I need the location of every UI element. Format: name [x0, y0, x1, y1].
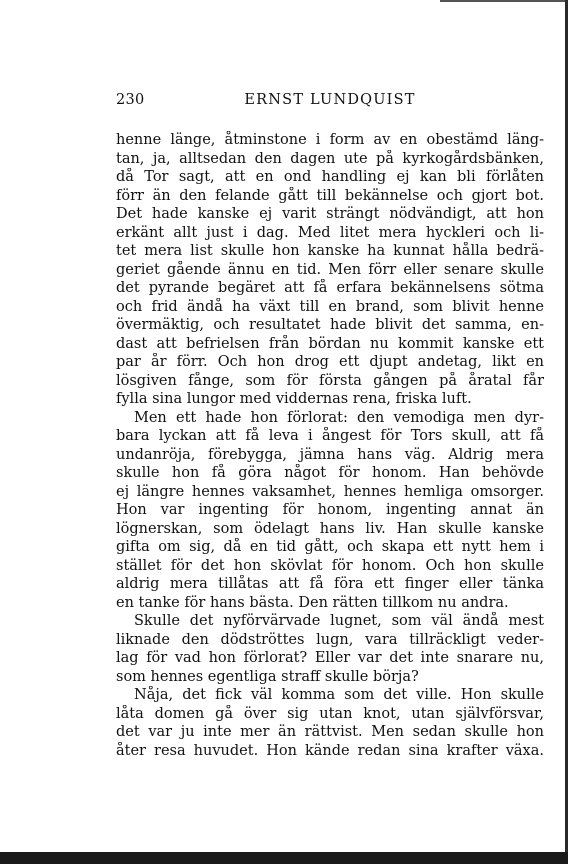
- text-line: erkänt allt just i dag. Med litet mera hyckleri och li-: [116, 224, 544, 241]
- text-line: Nåja, det fick väl komma som det ville. Hon skulle: [134, 687, 544, 703]
- text-line: och frid ändå ha växt till en brand, som blivit henne: [116, 298, 544, 315]
- text-line: förr än den felande gått till bekännelse och gjort bot.: [116, 187, 544, 204]
- text-line: tan, ja, alltsedan den dagen ute på kyrkogårdsbänken,: [116, 150, 544, 167]
- text-line: lösgiven fånge, som för första gången på åratal får: [116, 372, 544, 389]
- body-text: [116, 131, 544, 760]
- page-edge-bottom: [0, 852, 568, 864]
- text-line: skulle hon få göra något för honom. Han behövde: [116, 465, 544, 481]
- text-line: låta domen gå över sig utan knot, utan självförsvar,: [116, 705, 544, 722]
- text-line: Men ett hade hon förlorat: den vemodiga men dyr-: [134, 409, 544, 426]
- text-line: gifta om sig, då en tid gått, och skapa ett nytt hem i: [116, 539, 544, 555]
- text-line: aldrig mera tillåtas att få föra ett finger eller tänka: [116, 576, 544, 592]
- text-line: Skulle det nyförvärvade lugnet, som väl ändå mest: [134, 613, 544, 629]
- text-line: dast att befrielsen från bördan nu kommit kanske ett: [116, 335, 544, 352]
- text-line: då Tor sagt, att en ond handling ej kan bli förlåten: [116, 169, 544, 185]
- text-line: det var ju inte mer än rättvist. Men sedan skulle hon: [116, 724, 544, 740]
- text-line: undanröja, förebygga, jämna hans väg. Aldrig mera: [116, 446, 544, 463]
- text-line: geriet gående ännu en tid. Men förr eller senare skulle: [116, 261, 544, 278]
- text-line: åter resa huvudet. Hon kände redan sina krafter växa.: [116, 742, 544, 759]
- text-line: henne länge, åtminstone i form av en obestämd läng-: [116, 132, 544, 148]
- running-head: ERNST LUNDQUIST: [244, 92, 416, 108]
- text-line: ej längre hennes vaksamhet, hennes hemliga omsorger.: [116, 483, 544, 500]
- text-line: bara lyckan att få leva i ångest för Tors skull, att få: [116, 428, 544, 444]
- text-line: övermäktig, och resultatet hade blivit det samma, en-: [116, 317, 544, 333]
- page-header: [116, 92, 544, 112]
- text-line: Det hade kanske ej varit strängt nödvändigt, att hon: [116, 206, 544, 222]
- text-line: stället för det hon skövlat för honom. Och hon skulle: [116, 557, 544, 574]
- text-line: tet mera list skulle hon kanske ha kunnat hålla bedrä-: [116, 243, 544, 259]
- text-line: liknade den dödströttes lugn, vara tillräckligt veder-: [116, 631, 544, 648]
- text-line: som hennes egentliga straff skulle börja?: [116, 668, 419, 685]
- text-line: lögnerskan, som ödelagt hans liv. Han skulle kanske: [116, 520, 544, 537]
- page-edge-top: [440, 0, 568, 2]
- text-line: fylla sina lungor med viddernas rena, friska luft.: [116, 391, 472, 407]
- text-line: en tanke för hans bästa. Den rätten tillkom nu andra.: [116, 594, 509, 611]
- text-line: Hon var ingenting för honom, ingenting annat än: [116, 502, 544, 518]
- text-line: det pyrande begäret att få erfara bekännelsens sötma: [116, 280, 544, 296]
- page-number: 230: [116, 92, 145, 108]
- text-line: lag för vad hon förlorat? Eller var det inte snarare nu,: [116, 650, 544, 666]
- text-line: par år förr. Och hon drog ett djupt andetag, likt en: [116, 354, 544, 370]
